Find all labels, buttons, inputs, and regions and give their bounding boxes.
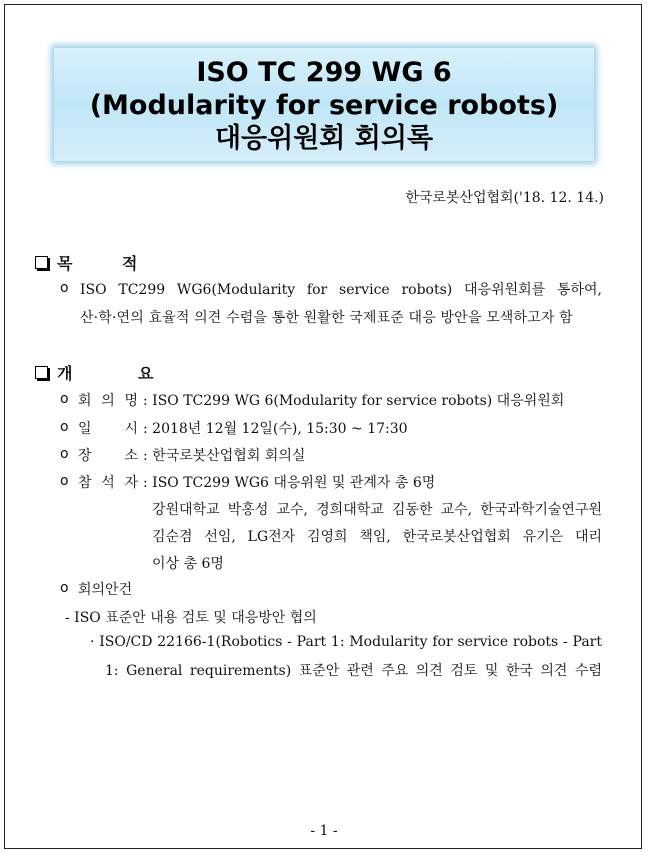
attendees-value: : ISO TC299 WG6 대응위원 및 관계자 총 6명 <box>143 475 436 491</box>
overview-bullet-5: o <box>60 580 69 596</box>
attendees-line-3: 이상 총 6명 <box>152 556 224 572</box>
purpose-text-line-1: ISO TC299 WG6(Modularity for service robots) 대응위원회를 통하여, <box>80 282 602 298</box>
overview-bullet-4: o <box>60 473 69 489</box>
title-box <box>54 48 594 161</box>
overview-bullet-1: o <box>60 391 69 407</box>
meeting-name-label: 회 의 명 <box>78 393 138 409</box>
purpose-heading <box>35 251 159 274</box>
meeting-date-value: : 2018년 12월 12일(수), 15:30 ~ 17:30 <box>143 421 408 437</box>
title-line-1: ISO TC 299 WG 6 <box>196 57 452 88</box>
checkbox-square-icon <box>35 256 48 269</box>
purpose-text-line-2: 산·학·연의 효율적 의견 수렴을 통한 원활한 국제표준 대응 방안을 모색하고자 함 <box>80 310 573 326</box>
overview-heading <box>35 361 183 384</box>
overview-bullet-3: o <box>60 446 69 462</box>
attendees-line-2: 김순겸 선임, LG전자 김영희 책임, 한국로봇산업협회 유기은 대리 <box>152 529 602 545</box>
meeting-place-value: : 한국로봇산업협회 회의실 <box>143 448 306 464</box>
agenda-sub-line-1: · ISO/CD 22166-1(Robotics - Part 1: Modularity for service robots - Part <box>90 634 602 650</box>
page-number: - 1 - <box>310 823 338 839</box>
purpose-heading-label: 목 적 <box>57 254 160 273</box>
meeting-date-label: 일 시 <box>78 421 138 437</box>
overview-heading-label: 개 요 <box>57 364 184 383</box>
title-line-3: 대응위원회 회의록 <box>214 123 434 154</box>
agenda-label: 회의안건 <box>78 582 133 598</box>
agenda-item: - ISO 표준안 내용 검토 및 대응방안 협의 <box>65 610 317 626</box>
overview-bullet-2: o <box>60 419 69 435</box>
meeting-place-label: 장 소 <box>78 448 138 464</box>
attendees-label: 참 석 자 <box>78 475 138 491</box>
attendees-line-1: 강원대학교 박홍성 교수, 경희대학교 김동한 교수, 한국과학기술연구원 <box>152 502 602 518</box>
agenda-sub-line-2: 1: General requirements) 표준안 관련 주요 의견 검토 및 한국 의견 수렴 <box>105 663 602 679</box>
meeting-name-value: : ISO TC299 WG 6(Modularity for service robots) 대응위원회 <box>143 393 565 409</box>
title-line-2: (Modularity for service robots) <box>89 90 559 121</box>
purpose-bullet: o <box>60 280 69 296</box>
checkbox-square-icon <box>35 366 48 379</box>
document-meta: 한국로봇산업협회('18. 12. 14.) <box>405 190 604 206</box>
